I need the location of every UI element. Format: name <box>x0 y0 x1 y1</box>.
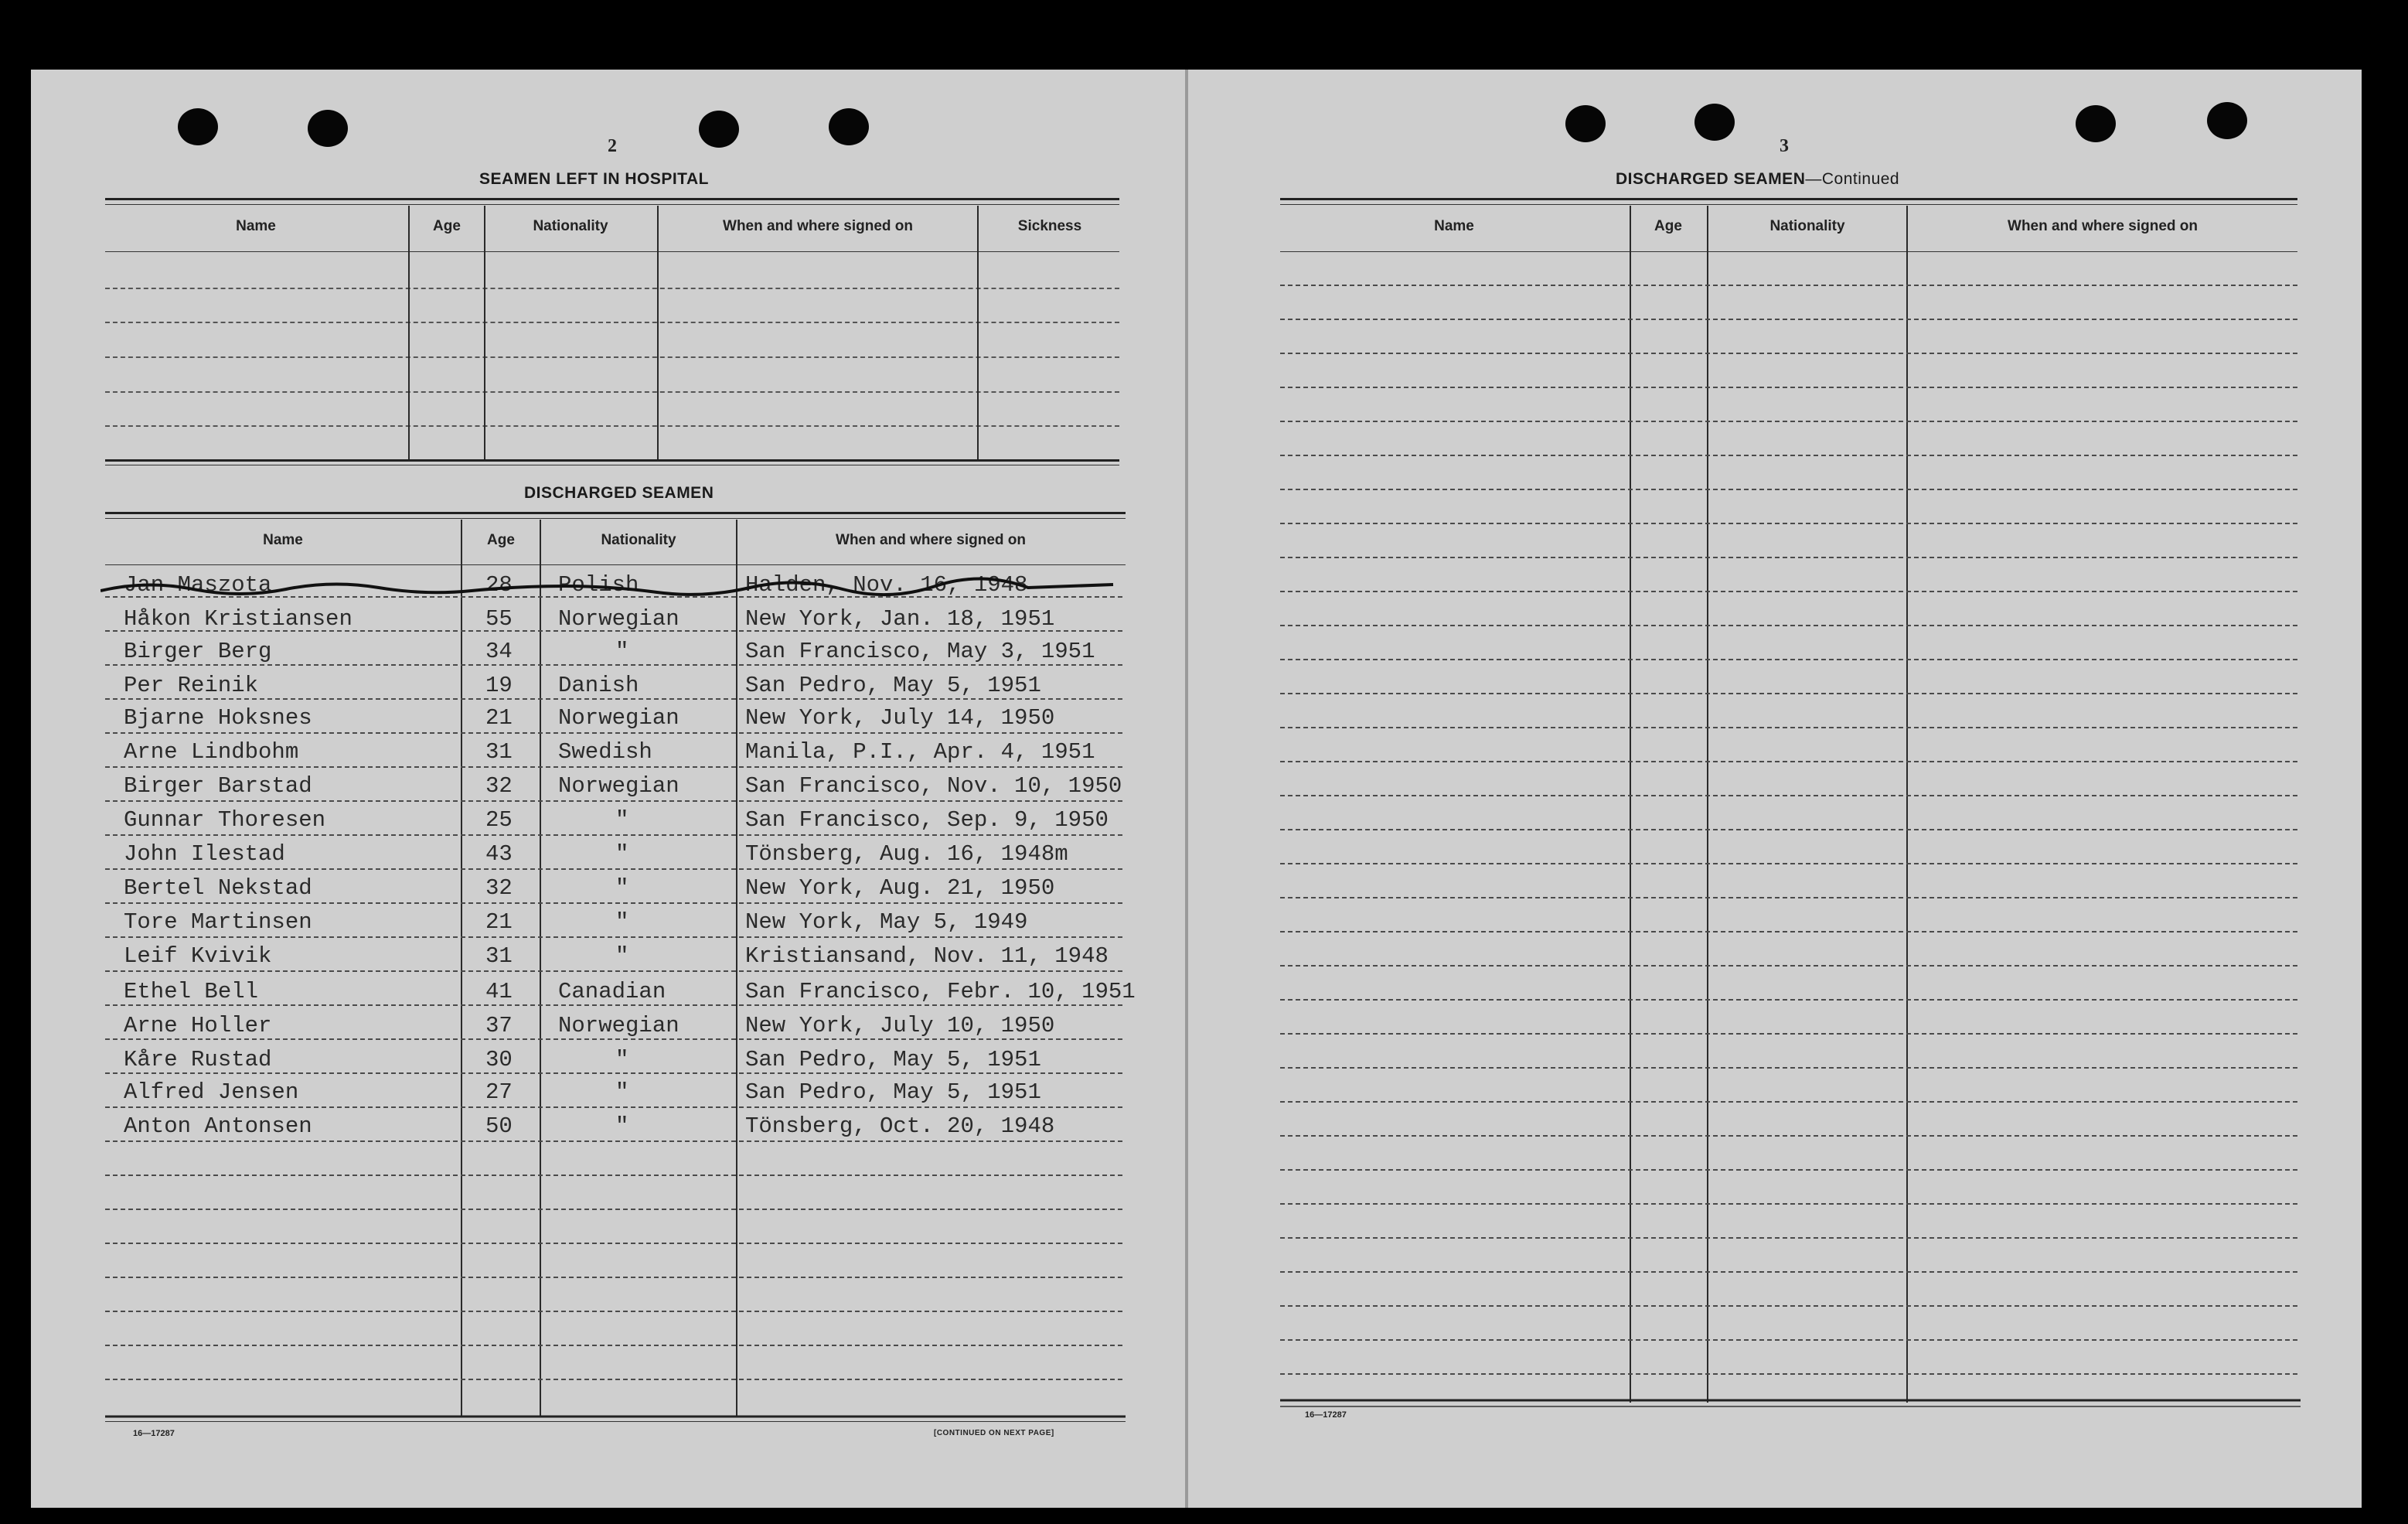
seaman-age: 30 <box>485 1047 513 1072</box>
hospital-section-title: SEAMEN LEFT IN HOSPITAL <box>479 170 709 188</box>
seaman-name: John Ilestad <box>124 841 285 867</box>
seaman-name: Ethel Bell <box>124 979 259 1004</box>
punch-hole <box>699 111 739 148</box>
page-number: 3 <box>1780 136 1789 156</box>
seaman-nationality: " <box>615 1079 629 1105</box>
discharged-col-nationality: Nationality <box>601 532 676 548</box>
seaman-nationality: " <box>615 1047 629 1072</box>
form-number: 16—17287 <box>133 1429 175 1438</box>
row-line <box>105 322 1119 323</box>
seaman-name: Arne Holler <box>124 1013 272 1038</box>
seaman-name: Kåre Rustad <box>124 1047 272 1072</box>
seaman-age: 25 <box>485 807 513 833</box>
seaman-nationality: Norwegian <box>558 1013 679 1038</box>
hospital-col-signed-on: When and where signed on <box>723 218 913 234</box>
seaman-age: 32 <box>485 875 513 901</box>
seaman-nationality: " <box>615 807 629 833</box>
seaman-signed-on: Tönsberg, Aug. 16, 1948m <box>745 841 1068 867</box>
seaman-age: 28 <box>485 572 513 598</box>
seaman-nationality: " <box>615 909 629 935</box>
seaman-signed-on: San Pedro, May 5, 1951 <box>745 1079 1041 1105</box>
seaman-signed-on: San Francisco, Nov. 10, 1950 <box>745 773 1122 799</box>
seaman-signed-on: San Pedro, May 5, 1951 <box>745 1047 1041 1072</box>
seaman-age: 32 <box>485 773 513 799</box>
seaman-name: Leif Kvivik <box>124 943 272 969</box>
seaman-signed-on: New York, May 5, 1949 <box>745 909 1028 935</box>
seaman-nationality: Polish <box>558 572 639 598</box>
seaman-name: Birger Barstad <box>124 773 312 799</box>
seaman-age: 41 <box>485 979 513 1004</box>
seaman-age: 37 <box>485 1013 513 1038</box>
continued-col-nationality: Nationality <box>1769 218 1845 234</box>
row-line <box>105 356 1119 358</box>
rule <box>1280 198 2297 200</box>
hospital-col-nationality: Nationality <box>533 218 608 234</box>
seaman-name: Bertel Nekstad <box>124 875 312 901</box>
seaman-name: Håkon Kristiansen <box>124 606 353 632</box>
seaman-name: Gunnar Thoresen <box>124 807 326 833</box>
discharged-row-lines <box>105 564 1127 1423</box>
seaman-name: Alfred Jensen <box>124 1079 299 1105</box>
seaman-age: 21 <box>485 705 513 731</box>
row-line <box>105 288 1119 289</box>
seaman-nationality: Canadian <box>558 979 666 1004</box>
seaman-name: Birger Berg <box>124 639 272 664</box>
continued-col-age: Age <box>1654 218 1682 234</box>
seaman-signed-on: San Francisco, Febr. 10, 1951 <box>745 979 1136 1004</box>
punch-hole <box>1694 104 1735 141</box>
rule <box>105 251 1119 252</box>
seaman-nationality: Swedish <box>558 739 652 765</box>
page-number: 2 <box>608 136 617 156</box>
rule <box>105 518 1126 519</box>
punch-hole <box>178 108 218 145</box>
continued-col-signed-on: When and where signed on <box>2008 218 2198 234</box>
discharged-section-title: DISCHARGED SEAMEN <box>524 484 714 502</box>
col-divider <box>408 206 410 459</box>
seaman-age: 31 <box>485 943 513 969</box>
seaman-name: Arne Lindbohm <box>124 739 299 765</box>
discharged-col-age: Age <box>487 532 515 548</box>
seaman-age: 19 <box>485 673 513 698</box>
seaman-age: 55 <box>485 606 513 632</box>
seaman-nationality: " <box>615 875 629 901</box>
seaman-age: 50 <box>485 1113 513 1139</box>
seaman-age: 21 <box>485 909 513 935</box>
punch-hole <box>308 110 348 147</box>
seaman-signed-on: New York, July 10, 1950 <box>745 1013 1055 1038</box>
seaman-signed-on: San Francisco, Sep. 9, 1950 <box>745 807 1109 833</box>
seaman-signed-on: New York, Aug. 21, 1950 <box>745 875 1055 901</box>
seaman-name: Tore Martinsen <box>124 909 312 935</box>
seaman-nationality: Danish <box>558 673 639 698</box>
punch-hole <box>829 108 869 145</box>
seaman-signed-on: New York, July 14, 1950 <box>745 705 1055 731</box>
punch-hole <box>2207 102 2247 139</box>
punch-hole <box>1565 105 1606 142</box>
hospital-col-age: Age <box>433 218 461 234</box>
seaman-signed-on: San Francisco, May 3, 1951 <box>745 639 1095 664</box>
seaman-nationality: Norwegian <box>558 773 679 799</box>
seaman-name: Bjarne Hoksnes <box>124 705 312 731</box>
seaman-nationality: Norwegian <box>558 606 679 632</box>
seaman-signed-on: New York, Jan. 18, 1951 <box>745 606 1055 632</box>
discharged-continued-title <box>1616 170 1899 189</box>
hospital-col-sickness: Sickness <box>1017 218 1082 234</box>
row-line <box>105 425 1119 427</box>
page-spine <box>1185 70 1188 1508</box>
hospital-col-name: Name <box>236 218 276 234</box>
col-divider <box>484 206 485 459</box>
seaman-name: Anton Antonsen <box>124 1113 312 1139</box>
continued-row-lines <box>1280 251 2302 1411</box>
seaman-name: Jan Maszota <box>124 572 272 598</box>
seaman-signed-on: Tönsberg, Oct. 20, 1948 <box>745 1113 1055 1139</box>
continued-col-name: Name <box>1434 218 1474 234</box>
discharged-col-signed-on: When and where signed on <box>836 532 1026 548</box>
seaman-nationality: " <box>615 1113 629 1139</box>
seaman-signed-on: Manila, P.I., Apr. 4, 1951 <box>745 739 1095 765</box>
rule <box>105 204 1119 205</box>
seaman-age: 27 <box>485 1079 513 1105</box>
col-divider <box>657 206 659 459</box>
rule <box>105 1421 1126 1422</box>
seaman-signed-on: Halden, Nov. 16, 1948 <box>745 572 1028 598</box>
title-suffix: —Continued <box>1805 170 1900 188</box>
seaman-name: Per Reinik <box>124 673 259 698</box>
seaman-nationality: " <box>615 639 629 664</box>
seaman-age: 31 <box>485 739 513 765</box>
seaman-age: 43 <box>485 841 513 867</box>
rule <box>105 512 1126 514</box>
seaman-signed-on: Kristiansand, Nov. 11, 1948 <box>745 943 1109 969</box>
seaman-nationality: Norwegian <box>558 705 679 731</box>
rule <box>1280 204 2297 205</box>
seaman-nationality: " <box>615 943 629 969</box>
continued-note: [CONTINUED ON NEXT PAGE] <box>934 1429 1054 1437</box>
seaman-age: 34 <box>485 639 513 664</box>
col-divider <box>977 206 979 459</box>
row-line <box>105 391 1119 393</box>
punch-hole <box>2076 105 2116 142</box>
form-number: 16—17287 <box>1305 1410 1347 1420</box>
rule <box>105 459 1119 462</box>
rule <box>105 198 1119 200</box>
seaman-nationality: " <box>615 841 629 867</box>
seaman-signed-on: San Pedro, May 5, 1951 <box>745 673 1041 698</box>
discharged-col-name: Name <box>263 532 303 548</box>
title-main: DISCHARGED SEAMEN <box>1616 170 1806 188</box>
